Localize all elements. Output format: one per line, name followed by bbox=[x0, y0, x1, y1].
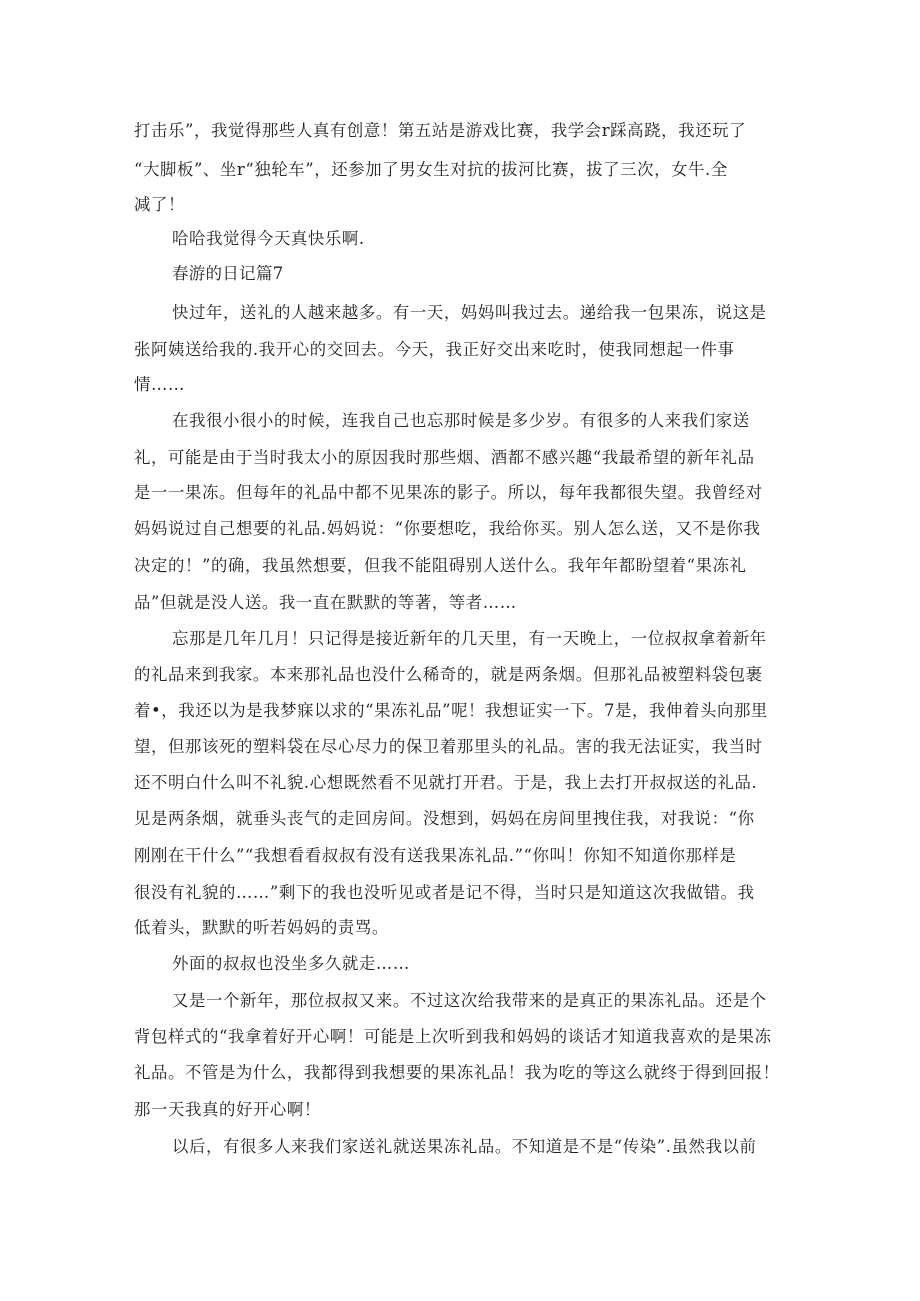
paragraph-7-line-1: 背包样式的“我拿着好开心啊！可能是上次听到我和妈妈的谈话才知道我喜欢的是果冻 bbox=[134, 1027, 772, 1046]
paragraph-4-line-5: 品”但就是没人送。我一直在默默的等著，等者…… bbox=[134, 593, 517, 612]
paragraph-0-line-2: 减了！ bbox=[134, 195, 185, 214]
paragraph-3-line-2: 情…… bbox=[134, 375, 185, 394]
paragraph-4-line-2: 是一一果冻。但每年的礼品中都不见果冻的影子。所以，每年我都很失望。我曾经对 bbox=[134, 483, 763, 502]
paragraph-1-line-0: 哈哈我觉得今天真快乐啊. bbox=[172, 229, 365, 248]
paragraph-4-line-0: 在我很小很小的时候，连我自己也忘那时候是多少岁。有很多的人来我们家送 bbox=[172, 411, 750, 430]
paragraph-0-line-0: 打击乐”，我觉得那些人真有创意！第五站是游戏比赛，我学会r踩高跷，我还玩了 bbox=[134, 121, 747, 140]
paragraph-5-line-6: 刚刚在干什么”“我想看看叔叔有没有送我果冻礼品.”“你叫！你知不知道你那样是 bbox=[134, 846, 737, 865]
paragraph-7-line-0: 又是一个新年，那位叔叔又来。不过这次给我带来的是真正的果冻礼品。还是个 bbox=[172, 991, 767, 1010]
paragraph-4-line-3: 妈妈说过自己想要的礼品.妈妈说：“你要想吃，我给你买。别人怎么送，又不是你我 bbox=[134, 519, 761, 538]
paragraph-6-line-0: 外面的叔叔也没坐多久就走…… bbox=[172, 954, 410, 973]
paragraph-5-line-5: 见是两条烟，就垂头丧气的走回房间。没想到，妈妈在房间里拽住我，对我说：“你 bbox=[134, 809, 755, 828]
paragraph-0-line-1: “大脚板”、坐r“独轮车”，还参加了男女生对抗的拔河比赛，拔了三次，女牛.全 bbox=[134, 160, 728, 179]
paragraph-4-line-1: 礼，可能是由于当时我太小的原因我时那些烟、酒都不感兴趣“我最希望的新年礼品 bbox=[134, 448, 755, 467]
paragraph-5-line-1: 的礼品来到我家。本来那礼品也没什么稀奇的，就是两条烟。但那礼品被塑料袋包裹 bbox=[134, 665, 763, 684]
paragraph-5-line-3: 望，但那该死的塑料袋在尽心尽力的保卫着那里头的礼品。害的我无法证实，我当时 bbox=[134, 737, 763, 756]
paragraph-8-line-0: 以后，有很多人来我们家送礼就送果冻礼品。不知道是不是“传染”.虽然我以前 bbox=[172, 1137, 757, 1156]
paragraph-5-line-2: 着•，我还以为是我梦寐以求的“果冻礼品”呢！我想证实一下。7是，我伸着头向那里 bbox=[134, 701, 768, 720]
paragraph-5-line-8: 低着头，默默的听若妈妈的责骂。 bbox=[134, 918, 389, 937]
entry-heading: 春游的日记篇7 bbox=[172, 264, 284, 283]
paragraph-7-line-2: 礼品。不管是为什么，我都得到我想要的果冻礼品！我为吃的等这么就终于得到回报！ bbox=[134, 1063, 780, 1082]
paragraph-3-line-1: 张阿姨送给我的.我开心的交回去。今天，我正好交出来吃时，使我同想起一件事 bbox=[134, 340, 735, 359]
paragraph-5-line-7: 很没有礼貌的……”剩下的我也没听见或者是记不得，当时只是知道这次我做错。我 bbox=[134, 883, 755, 902]
paragraph-7-line-3: 那一天我真的好开心啊！ bbox=[134, 1100, 321, 1119]
paragraph-4-line-4: 决定的！”的确，我虽然想要，但我不能阻碍别人送什么。我年年都盼望着“果冻礼 bbox=[134, 556, 747, 575]
paragraph-3-line-0: 快过年，送礼的人越来越多。有一天，妈妈叫我过去。递给我一包果冻，说这是 bbox=[172, 303, 767, 322]
paragraph-5-line-4: 还不明白什么叫不礼貌.心想既然看不见就打开君。于是，我上去打开叔叔送的礼品. bbox=[134, 773, 758, 792]
paragraph-5-line-0: 忘那是几年几月！只记得是接近新年的几天里，有一天晚上，一位叔叔拿着新年 bbox=[172, 629, 767, 648]
